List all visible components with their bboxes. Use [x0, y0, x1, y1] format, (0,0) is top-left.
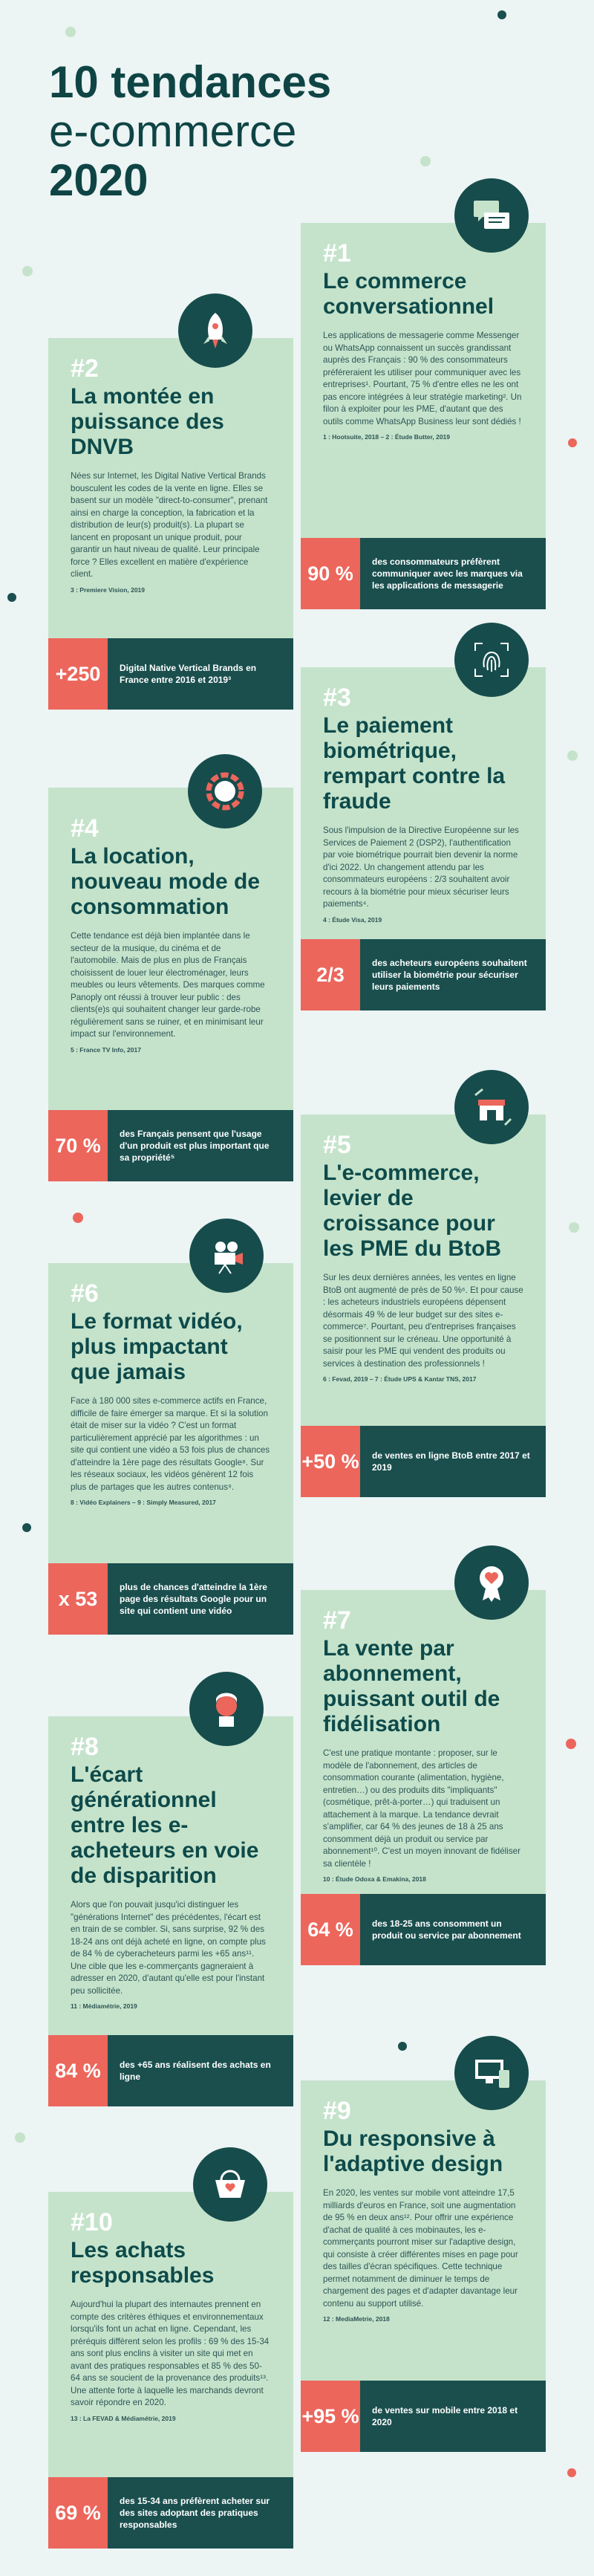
- stat-label: de ventes sur mobile entre 2018 et 2020: [360, 2381, 546, 2452]
- trend-source: 8 : Vidéo Explainers – 9 : Simply Measured, 2017: [71, 1499, 216, 1506]
- store-arrows-icon: [454, 1070, 529, 1144]
- trend-title: Le commerce conversationnel: [323, 269, 495, 319]
- trend-number: #1: [323, 239, 351, 267]
- stat-label: des acheteurs européens souhaitent utiliser la biométrie pour sécuriser leurs paiements: [360, 939, 546, 1010]
- trend-source: 5 : France TV Info, 2017: [71, 1045, 141, 1054]
- trend-source: 6 : Fevad, 2019 – 7 : Étude UPS & Kantar TNS, 2017: [323, 1375, 477, 1383]
- trend-number: #2: [71, 354, 99, 383]
- stat-label: des consommateurs préfèrent communiquer avec les marques via les applications de messagerie: [360, 538, 546, 609]
- stat-value: 84 %: [48, 2035, 108, 2106]
- trend-description: Face à 180 000 sites e-commerce actifs en France, difficile de faire émerger sa marque. Et si la solution était de miser sur la vidéo ? C'est un format particulièrement apprécié par les algorithmes : un site qui contient une vidéo a 53 fois plus de chances d'atteindre la 1ère page des résultats Google⁸. Sur les réseaux sociaux, les vidéos génèrent 12 fois plus de partages que les autres contenus⁹.: [71, 1396, 270, 1492]
- person-head-icon: [189, 1672, 264, 1746]
- decorative-dot: [568, 438, 577, 447]
- trend-source: 10 : Étude Odoxa & Emakina, 2018: [323, 1875, 426, 1883]
- trend-title: Le paiement biométrique, rempart contre la fraude: [323, 713, 506, 814]
- trend-stat: [301, 939, 546, 1010]
- trend-number: #8: [71, 1733, 99, 1761]
- trend-stat: [301, 1426, 546, 1497]
- stat-label: des 15-34 ans préfèrent acheter sur des sites adoptant des pratiques responsables: [108, 2477, 293, 2549]
- shopping-basket-icon: [193, 2147, 267, 2222]
- trend-title: L'e-commerce, levier de croissance pour les PME du BtoB: [323, 1161, 502, 1261]
- stat-value: 69 %: [48, 2477, 108, 2549]
- decorative-dot: [566, 1739, 576, 1749]
- stat-value: 64 %: [301, 1894, 360, 1965]
- decorative-dot: [567, 2468, 576, 2477]
- stat-value: +250: [48, 638, 108, 710]
- trend-card-7: [301, 1590, 546, 1965]
- trend-description: En 2020, les ventes sur mobile vont atteindre 17,5 milliards d'euros en France, soit une augmentation de 95 % en deux ans¹². Pour offrir une expérience d'achat de qualité à ces mobinautes, les e-commerçants pourront miser sur l'adaptive design, qui consiste à créer différentes mises en page pour des tailles d'écran spécifiques. Cette technique permet notamment de diminuer le temps de chargement des pages et d'adapter davantage leur contenu au support utilisé.: [323, 2188, 518, 2309]
- chat-bubbles-icon: [454, 178, 529, 253]
- stat-label: de ventes en ligne BtoB entre 2017 et 2019: [360, 1426, 546, 1497]
- trend-source: 13 : La FEVAD & Médiamétrie, 2019: [71, 2414, 176, 2422]
- decorative-dot: [65, 27, 76, 37]
- trend-number: #7: [323, 1606, 351, 1635]
- trend-stat: [48, 638, 293, 710]
- decorative-dot: [7, 593, 16, 602]
- trend-description: Sous l'impulsion de la Directive Européenne sur les Services de Paiement 2 (DSP2), l'authentification par voie biométrique pourrait bien devenir la norme d'ici 2022. Un changement attendu par les consommateurs européens : 2/3 souhaitent avoir recours à la biométrie pour mieux sécuriser leurs paiements⁴.: [323, 825, 519, 909]
- decorative-dot: [569, 1222, 579, 1233]
- trend-card-5: [301, 1115, 546, 1497]
- title-line-2: e-commerce: [49, 106, 297, 156]
- decorative-dot: [567, 750, 578, 761]
- trend-stat: [48, 2035, 293, 2106]
- stat-label: des Français pensent que l'usage d'un produit est plus important que sa propriété⁵: [108, 1110, 293, 1181]
- trend-stat: [48, 1110, 293, 1181]
- trend-description: Nées sur Internet, les Digital Native Vertical Brands bousculent les codes de la vente en ligne. Elles se basent sur un modèle "direct-to-consumer", prenant ainsi en charge la conception, la fabrication et la distribution de leur(s) produit(s). La plupart se lancent en proposant un unique produit, pour garantir un haut niveau de qualité. Leur principale force ? Elles excellent en matière d'expérience client.: [71, 471, 268, 579]
- trend-source: 11 : Médiamétrie, 2019: [71, 2002, 137, 2010]
- recycle-circle-icon: [188, 754, 262, 828]
- heart-badge-icon: [454, 1545, 529, 1620]
- devices-icon: [454, 2036, 529, 2110]
- decorative-dot: [73, 1213, 83, 1223]
- stat-value: 90 %: [301, 538, 360, 609]
- trend-description: Cette tendance est déjà bien implantée dans le secteur de la musique, du cinéma et de l'automobile. Mais de plus en plus de Français choisissent de louer leur électroménager, leurs meubles ou leurs vêtements. Des marques comme Panoply ont réussi à trouver leur public : des clients(e)s qui souhaitent changer leur garde-robe régulièrement sans se ruiner, et en minimisant leur impact sur l'environnement.: [71, 931, 265, 1039]
- stat-label: des 18-25 ans consomment un produit ou service par abonnement: [360, 1894, 546, 1965]
- trend-card-1: [301, 223, 546, 609]
- trend-card-8: [48, 1716, 293, 2106]
- stat-value: 2/3: [301, 939, 360, 1010]
- trend-card-10: [48, 2192, 293, 2549]
- trend-title: Du responsive à l'adaptive design: [323, 2126, 503, 2176]
- trend-number: #4: [71, 814, 99, 843]
- video-camera-icon: [189, 1219, 264, 1293]
- stat-value: +50 %: [301, 1426, 360, 1497]
- decorative-dot: [15, 2132, 25, 2143]
- trend-description: Alors que l'on pouvait jusqu'ici distinguer les "générations Internet" des précédentes, l'écart est en train de se combler. Si, sans surprise, 92 % des 18-24 ans ont déjà acheté en ligne, on compte plus de 84 % de cyberacheteurs parmi les +65 ans¹¹. Une cible que les e-commerçants gagneraient à adresser en 2020, d'autant qu'elle est pour l'instant peu sollicitée.: [71, 1900, 266, 1996]
- trend-stat: [48, 1563, 293, 1635]
- trend-stat: [48, 2477, 293, 2549]
- trend-title: La vente par abonnement, puissant outil de fidélisation: [323, 1636, 500, 1736]
- trend-title: La montée en puissance des DNVB: [71, 384, 224, 459]
- decorative-dot: [398, 2042, 407, 2051]
- trend-number: #10: [71, 2208, 113, 2236]
- stat-label: Digital Native Vertical Brands en France entre 2016 et 2019³: [108, 638, 293, 710]
- trend-description: C'est une pratique montante : proposer, sur le modèle de l'abonnement, des articles de consommation courante (alimentation, hygiène, entretien…) ou des produits dits "impliquants" (cosmétique, prêt-à-porter…) qui traduisent un attachement à la marque. La tendance devrait s'amplifier, car 64 % des jeunes de 18 à 25 ans consomment déjà un produit ou service par abonnement¹⁰. C'est un moyen innovant de fidéliser sa clientèle !: [323, 1748, 520, 1869]
- decorative-dot: [497, 10, 506, 19]
- trend-source: 3 : Premiere Vision, 2019: [71, 585, 146, 594]
- trend-number: #6: [71, 1279, 99, 1308]
- fingerprint-icon: [454, 623, 529, 697]
- trend-title: L'écart générationnel entre les e-acheteurs en voie de disparition: [71, 1762, 259, 1888]
- trend-description: Les applications de messagerie comme Messenger ou WhatsApp connaissent un succès grandissant auprès des Français : 90 % des consommateurs préféreraient les utiliser pour communiquer avec les entreprises¹. Pourtant, 75 % d'entre elles ne les ont pas encore intégrées à leur stratégie marketing². Un filon à exploiter pour les PME, d'autant que des outils comme WhatsApp Business leur sont dédiés !: [323, 331, 522, 426]
- trend-source: 12 : MediaMetrie, 2018: [323, 2315, 390, 2323]
- stat-label: des +65 ans réalisent des achats en ligne: [108, 2035, 293, 2106]
- trend-card-4: [48, 788, 293, 1181]
- stat-label: plus de chances d'atteindre la 1ère page des résultats Google pour un site qui contient une vidéo: [108, 1563, 293, 1635]
- trend-card-6: [48, 1263, 293, 1635]
- trend-card-2: [48, 338, 293, 710]
- decorative-dot: [22, 1523, 31, 1532]
- rocket-icon: [178, 293, 252, 368]
- trend-title: La location, nouveau mode de consommation: [71, 844, 261, 919]
- title-line-1: 10 tendances: [49, 57, 332, 107]
- trend-card-9: [301, 2080, 546, 2452]
- trend-source: 4 : Étude Visa, 2019: [323, 915, 382, 924]
- stat-value: x 53: [48, 1563, 108, 1635]
- trend-number: #5: [323, 1131, 351, 1159]
- stat-value: +95 %: [301, 2381, 360, 2452]
- trend-description: Aujourd'hui la plupart des internautes prennent en compte des critères éthiques et environnementaux lorsqu'ils font un achat en ligne. Cependant, les préréquis diffèrent selon les profils : 69 % des 15-34 ans sont plus enclins à visiter un site qui met en avant des pratiques responsables et 85 % des 50-64 ans se soucient de la provenance des produits¹³. Une attente forte à laquelle les marchands devront savoir répondre en 2020.: [71, 2300, 270, 2407]
- title-line-3: 2020: [49, 155, 148, 205]
- trend-number: #3: [323, 684, 351, 712]
- trend-stat: [301, 538, 546, 609]
- trend-stat: [301, 1894, 546, 1965]
- trend-description: Sur les deux dernières années, les ventes en ligne BtoB ont augmenté de près de 50 %⁶. Et pour cause : les acheteurs industriels européens dépensent désormais 49 % de leur budget sur des sites e-commerce⁷. Pourtant, peu d'entreprises françaises se positionnent sur le créneau. Une opportunité à saisir pour les PME qui vendent des produits ou services à destination des professionnels !: [323, 1273, 523, 1369]
- decorative-dot: [22, 266, 33, 276]
- trend-stat: [301, 2381, 546, 2452]
- trend-source: 1 : Hootsuite, 2018 – 2 : Étude Butter, 2019: [323, 433, 451, 441]
- stat-value: 70 %: [48, 1110, 108, 1181]
- trend-title: Le format vidéo, plus impactant que jamais: [71, 1309, 243, 1384]
- trend-number: #9: [323, 2097, 351, 2125]
- trend-title: Les achats responsables: [71, 2238, 215, 2288]
- decorative-dot: [420, 156, 431, 166]
- page-title: [49, 58, 331, 205]
- trend-card-3: [301, 667, 546, 1010]
